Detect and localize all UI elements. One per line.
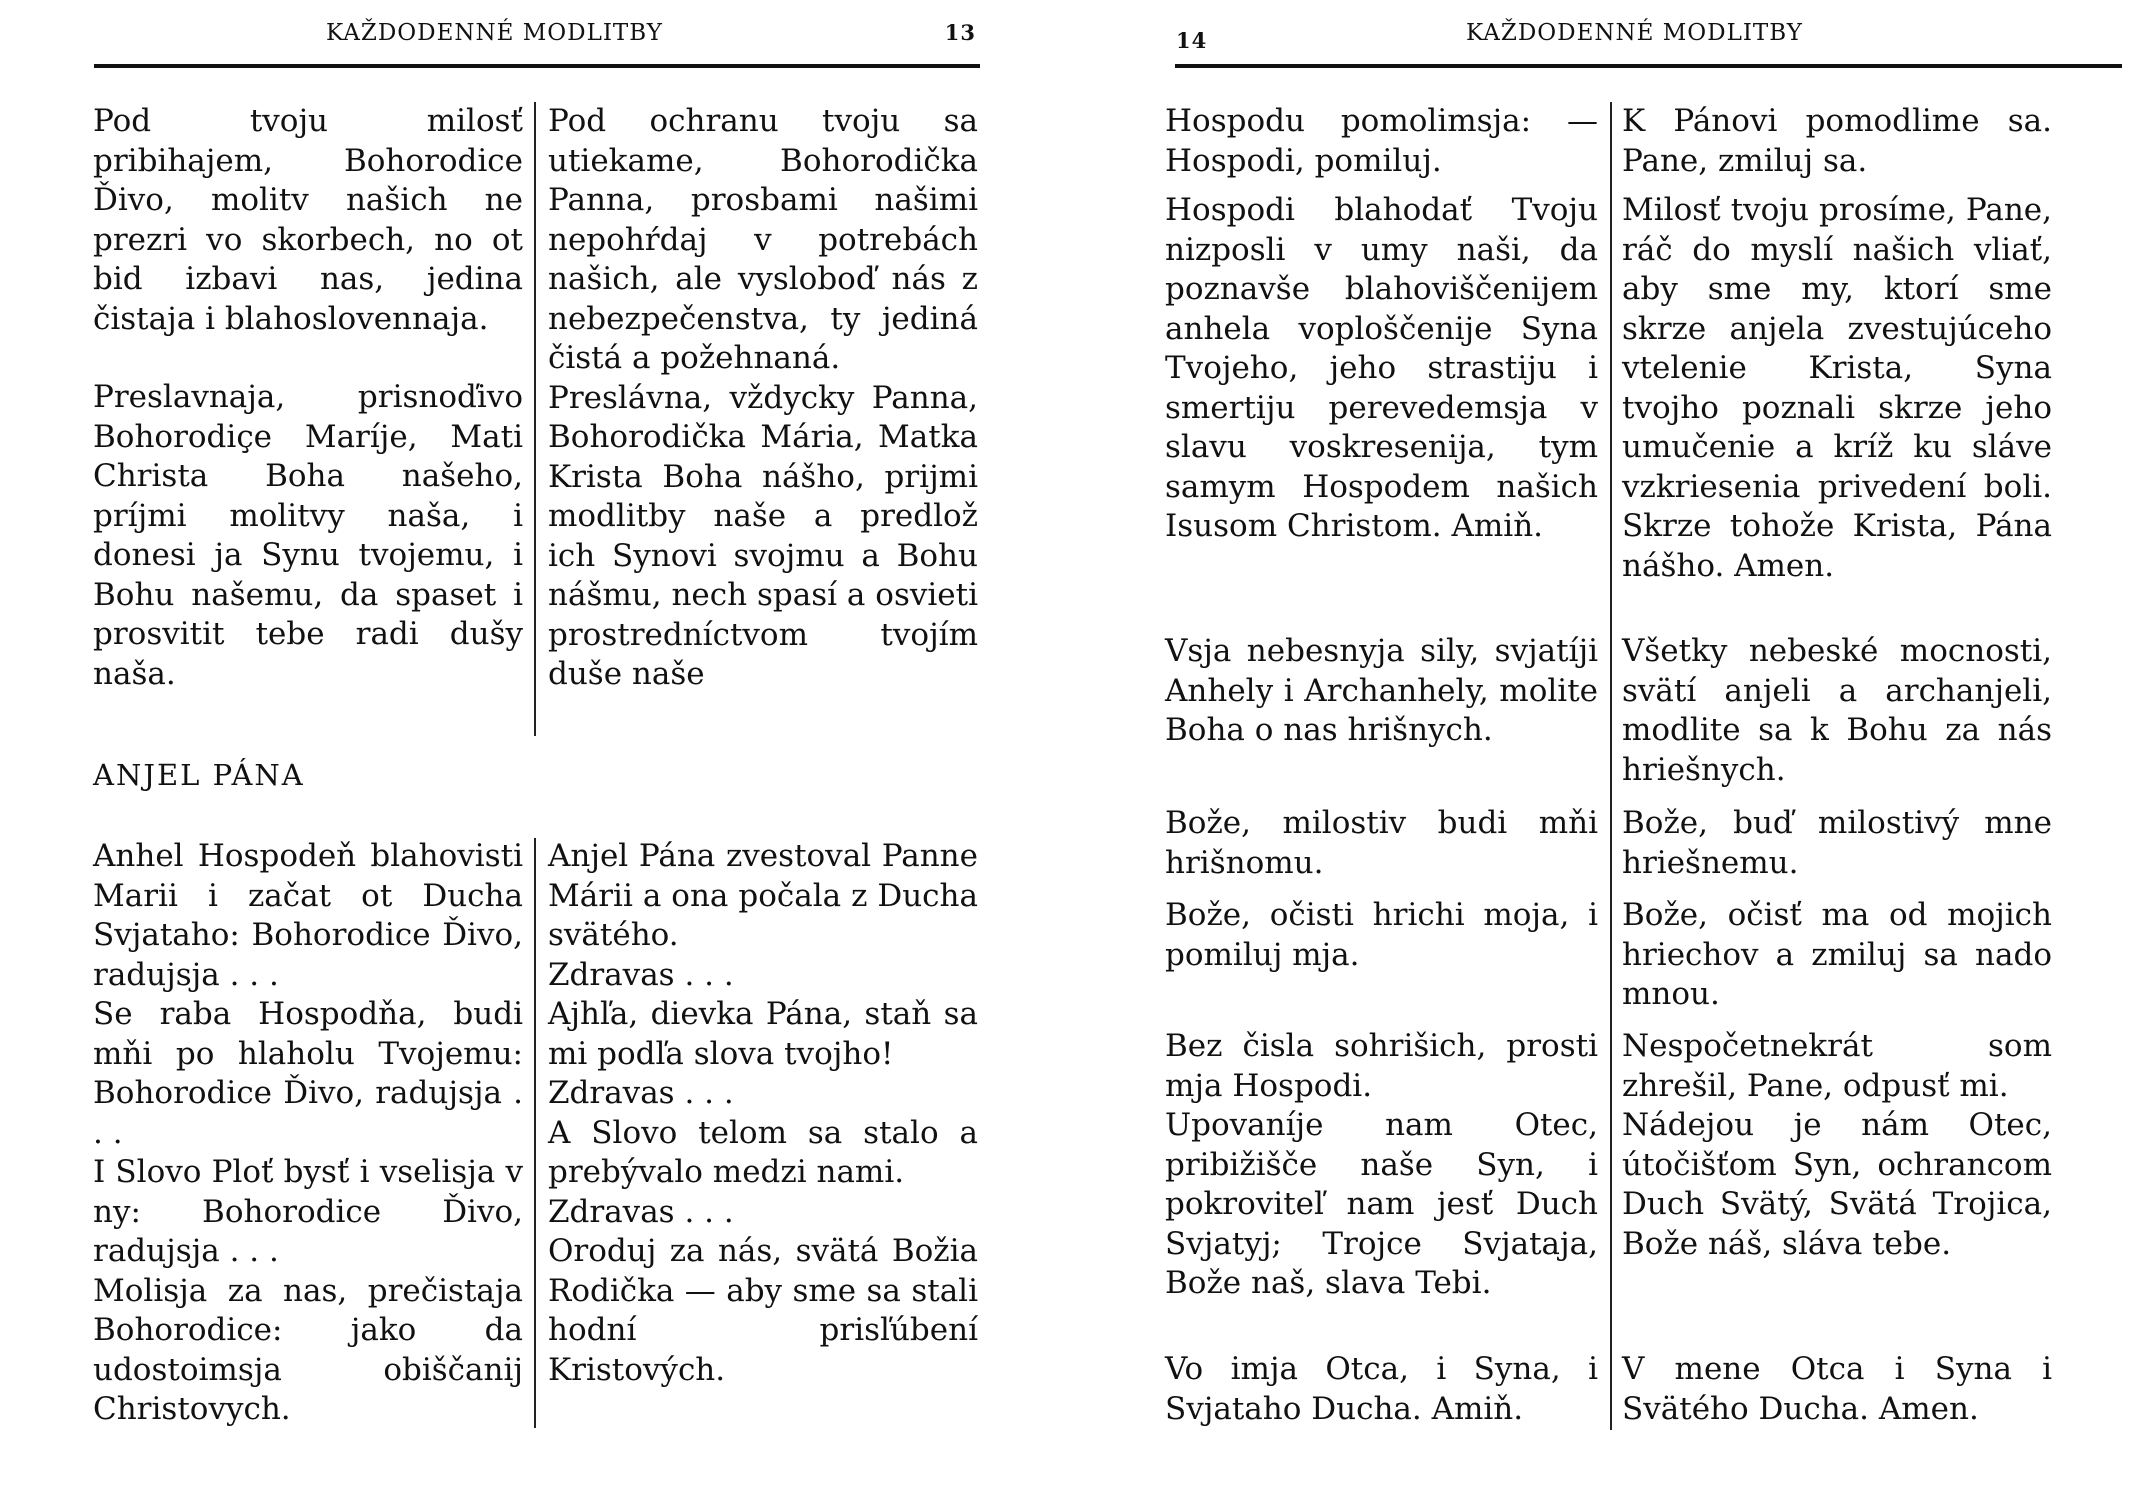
paragraph: Oroduj za nás, svätá Božia Rodička — aby sme sa stali hodní prisľúbení Kristových.	[548, 1233, 978, 1388]
paragraph: Milosť tvoju prosíme, Pane, ráč do myslí našich vliať, aby sme my, ktorí sme skrze anjela zvestujúceho vtelenie Krista, Syna tvojho poznali skrze jeho umučenie a kríž ku sláve vzkriesenia privedení boli. Skrze tohože Krista, Pána nášho. Amen.	[1622, 192, 2052, 584]
paragraph: K Pánovi pomodlime sa. Pane, zmiluj sa.	[1622, 103, 2052, 179]
right-page	[1068, 0, 2136, 1500]
slovak-text	[1622, 102, 2052, 181]
paragraph: Bez čisla sohrišich, prosti mja Hospodi.	[1165, 1028, 1598, 1104]
slovak-column	[548, 102, 978, 695]
paragraph: Ajhľa, dievka Pána, staň sa mi podľa slova tvojho!	[548, 996, 978, 1072]
rusyn-column	[93, 102, 523, 694]
rusyn-text	[1165, 191, 1598, 547]
rusyn-text	[1165, 102, 1598, 181]
column-divider	[534, 838, 536, 1428]
paragraph: Hospodi blahodať Tvoju nizposli v umy naši, da poznavše blahoviščenijem anhela voploščenije Syna Tvojeho, jeho strastiju i smertiju perevedemsja v slavu voskresenija, tym samym Hospodem našich Isusom Christom. Amiň.	[1165, 192, 1598, 544]
paragraph: Zdravas . . .	[548, 1075, 734, 1111]
page-number: 14	[1176, 28, 1208, 53]
rusyn-text	[1165, 1106, 1598, 1304]
paragraph: Zdravas . . .	[548, 956, 734, 993]
paragraph: Anjel Pána zvestoval Panne Márii a ona počala z Ducha svätého.	[548, 838, 978, 953]
rusyn-text	[1165, 804, 1598, 883]
paragraph: V mene Otca i Syna i Svätého Ducha. Amen.	[1622, 1351, 2052, 1427]
slovak-text	[1622, 1350, 2052, 1429]
slovak-text	[1622, 1106, 2052, 1264]
rusyn-column	[93, 837, 523, 1430]
paragraph: Pod tvoju milosť pribihajem, Bohorodice Ďivo, molitv našich ne prezri vo skorbech, no ot bid izbavi nas, jedina čistaja i blahoslovennaja.	[93, 103, 523, 337]
paragraph: Se raba Hospodňa, budi mňi po hlaholu Tvojemu: Bohorodice Ďivo, radujsja . . .	[93, 996, 523, 1151]
running-head-title: KAŽDODENNÉ MODLITBY	[1466, 20, 1803, 46]
paragraph: Bože, buď milostivý mne hriešnemu.	[1622, 805, 2052, 881]
slovak-text	[1622, 632, 2052, 790]
paragraph: Bože, očisť ma od mojich hriechov a zmiluj sa nado mnou.	[1622, 897, 2052, 1012]
header-rule	[1175, 64, 2122, 68]
paragraph: Preslávna, vždycky Panna, Bohorodička Mária, Matka Krista Boha nášho, prijmi modlitby naše a predlož ich Synovi svojmu a Bohu nášmu, nech spasí a osvieti prostredníctvom tvojím duše naše	[548, 379, 978, 692]
section-heading: ANJEL PÁNA	[93, 758, 305, 792]
rusyn-text	[1165, 1350, 1598, 1429]
paragraph: Molisja za nas, prečistaja Bohorodice: jako da udostoimsja obiščanij Christovych.	[93, 1272, 523, 1427]
paragraph: A Slovo telom sa stalo a prebývalo medzi nami.	[548, 1114, 978, 1190]
paragraph: Zdravas . . .	[548, 1193, 734, 1230]
rusyn-text	[1165, 632, 1598, 751]
paragraph: Pod ochranu tvoju sa utiekame, Bohorodička Panna, prosbami našimi nepohŕdaj v potrebách našich, ale vysloboď nás z nebezpečenstva, ty jediná čistá a požehnaná.	[548, 103, 978, 376]
paragraph: Vsja nebesnyja sily, svjatíji Anhely i Archanhely, molite Boha o nas hrišnych.	[1165, 633, 1598, 748]
paragraph: Bože, milostiv budi mňi hrišnomu.	[1165, 805, 1598, 881]
rusyn-text	[1165, 896, 1598, 975]
running-head-title: KAŽDODENNÉ MODLITBY	[326, 20, 663, 46]
rusyn-text	[1165, 1027, 1598, 1106]
paragraph: Všetky nebeské mocnosti, svätí anjeli a archanjeli, modlite sa k Bohu za nás hriešnych.	[1622, 633, 2052, 788]
running-head-left	[90, 20, 976, 50]
paragraph: Bože, očisti hrichi moja, i pomiluj mja.	[1165, 897, 1598, 973]
column-divider	[1610, 102, 1612, 1430]
paragraph: Nespočetnekrát som zhrešil, Pane, odpusť mi.	[1622, 1028, 2052, 1104]
paragraph: Anhel Hospodeň blahovisti Marii i začat ot Ducha Svjataho: Bohorodice Ďivo, radujsja . . .	[93, 838, 523, 993]
paragraph: Vo imja Otca, i Syna, i Svjataho Ducha. Amiň.	[1165, 1351, 1598, 1427]
slovak-text	[1622, 191, 2052, 586]
header-rule	[94, 64, 980, 68]
column-divider	[534, 102, 536, 736]
paragraph: Preslavnaja, prisnoďivo Bohorodiçe Maríje, Mati Christa Boha našeho, príjmi molitvy naša, i donesi ja Synu tvojemu, i Bohu našemu, da spaset i prosvitit tebe radi dušy naša.	[93, 379, 523, 692]
paragraph: Hospodu pomolimsja: — Hospodi, pomiluj.	[1165, 103, 1598, 179]
paragraph: Nádejou je nám Otec, útočišťom Syn, ochrancom Duch Svätý, Svätá Trojica, Bože náš, sláva tebe.	[1622, 1107, 2052, 1262]
slovak-text	[1622, 896, 2052, 1015]
page-number: 13	[944, 20, 976, 45]
slovak-text	[1622, 1027, 2052, 1106]
paragraph: I Slovo Ploť bysť i vselisja v ny: Bohorodice Ďivo, radujsja . . .	[93, 1154, 523, 1269]
running-head-right	[1176, 20, 2122, 53]
paragraph: Upovaníje nam Otec, pribižišče naše Syn, i pokroviteľ nam jesť Duch Svjatyj; Trojce Svjataja, Bože naš, slava Tebi.	[1165, 1107, 1598, 1301]
slovak-text	[1622, 804, 2052, 883]
slovak-column	[548, 837, 978, 1390]
